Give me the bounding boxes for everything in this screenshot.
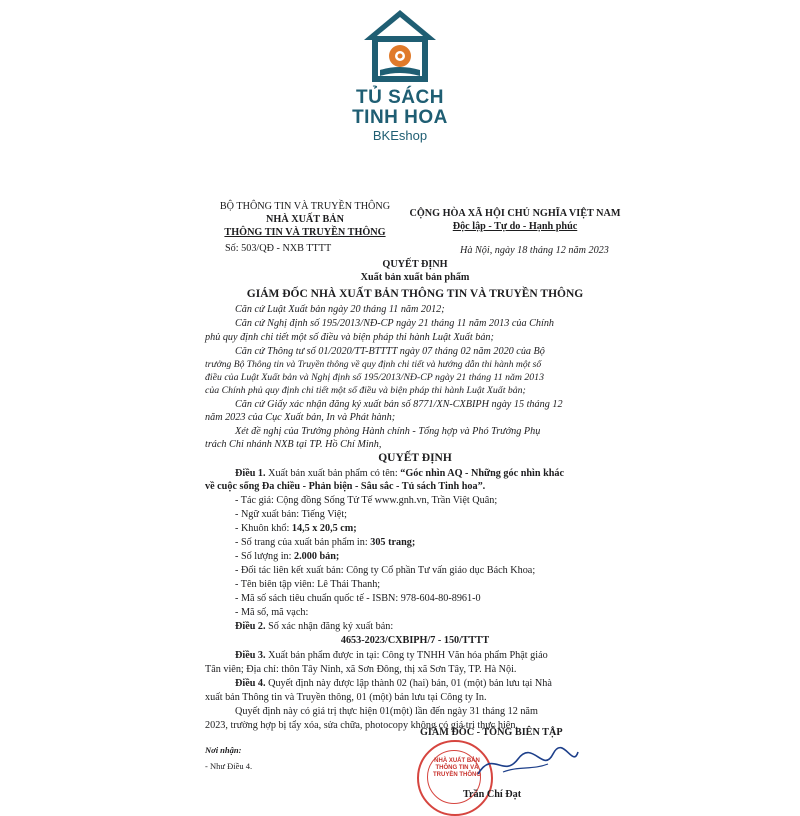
document-subtitle: Xuất bản xuất bản phẩm [360,272,470,283]
item-value: Cộng đồng Sống Tử Tế www.gnh.vn, Trần Việt Quân; [276,495,498,506]
director-heading: GIÁM ĐỐC NHÀ XUẤT BẢN THÔNG TIN VÀ TRUYỀN THÔNG [246,288,584,300]
basis-line: của Chính phủ quy định chi tiết một số điều và biện pháp thi hành Luật Xuất bản; [205,385,526,396]
basis-line: năm 2023 của Cục Xuất bản, In và Phát hành; [205,412,396,423]
registration-number: 4653-2023/CXBIPH/7 - 150/TTTT [340,635,490,646]
item-label: - Đối tác liên kết xuất bản: [235,565,344,576]
list-item [235,522,357,535]
basis-line: Căn cứ Giấy xác nhận đăng ký xuất bản số 8771/XN-CXBIPH ngày 15 tháng 12 [235,399,563,410]
item-label: - Ngữ xuất bản: [235,509,300,520]
list-item [235,508,347,521]
basis-line: Căn cứ Luật Xuất bản ngày 20 tháng 11 năm 2012; [235,304,445,315]
article-4-text2: xuất bản Thông tin và Truyền thông, 01 (một) bản lưu tại Công ty In. [205,692,487,703]
list-item [235,564,535,577]
signature-mark [473,744,583,784]
article-3-text: Xuất bản phẩm được in tại: Công ty TNHH Văn hóa phẩm Phật giáo [268,650,548,661]
item-label: - Khuôn khổ: [235,523,290,534]
item-value: Công ty Cổ phần Tư vấn giáo dục Bách Khoa; [346,565,536,576]
item-value: Lê Thái Thanh; [317,579,381,590]
list-item [235,606,308,619]
item-label: - Số lượng in: [235,551,292,562]
brand-name-line2: TINH HOA [352,107,448,128]
brand-logo [340,8,460,144]
signer-name: Trần Chí Đạt [463,789,522,800]
brand-shop: BKEshop [372,128,428,143]
seal-text: NHÀ XUẤT BẢN THÔNG TIN VÀ TRUYỀN THÔNG [433,758,481,778]
effect-line2: 2023, trường hợp bị tẩy xóa, sửa chữa, photocopy không có giá trị thực hiện. [205,720,518,731]
list-item [235,536,415,549]
article-2-text: Số xác nhận đăng ký xuất bản: [268,621,394,632]
publisher-line2: THÔNG TIN VÀ TRUYỀN THÔNG [224,227,386,238]
item-label: - Mã số, mã vạch: [235,607,309,618]
list-item [235,592,481,605]
house-book-icon [362,8,438,86]
article-4-label: Điều 4. [235,678,266,689]
basis-line: phủ quy định chi tiết một số điều và biện pháp thi hành Luật Xuất bản; [205,332,494,343]
decides-heading: QUYẾT ĐỊNH [378,452,452,464]
basis-line: Căn cứ Thông tư số 01/2020/TT-BTTTT ngày 07 tháng 02 năm 2020 của Bộ [235,346,545,357]
brand-name-line1: TỦ SÁCH [356,87,444,108]
decision-document [205,192,625,812]
article-3 [235,649,548,662]
document-title: QUYẾT ĐỊNH [382,259,448,270]
article-1 [235,467,564,480]
list-item [235,578,380,591]
item-value: 305 trang; [370,537,416,548]
basis-line: điều của Luật Xuất bản và Nghị định số 195/2013/NĐ-CP ngày 21 tháng 11 năm 2013 [205,372,544,383]
signer-title: GIÁM ĐỐC - TỔNG BIÊN TẬP [420,727,563,738]
recipients-label: Nơi nhận: [205,745,242,755]
article-2 [235,620,393,633]
article-2-label: Điều 2. [235,621,266,632]
book-title-line1: “Góc nhìn AQ - Những góc nhìn khác [400,468,565,479]
article-3-text2: Tân viên; Địa chỉ: thôn Tây Ninh, xã Sơn Đông, thị xã Sơn Tây, TP. Hà Nội. [205,664,517,675]
item-label: - Số trang của xuất bản phẩm in: [235,537,368,548]
republic-name: CỘNG HÒA XÃ HỘI CHỦ NGHĨA VIỆT NAM [409,208,621,219]
basis-line: trách Chi nhánh NXB tại TP. Hồ Chí Minh, [205,439,382,450]
recipients-item: - Như Điều 4. [205,761,253,771]
book-title-line2: về cuộc sống Đa chiều - Phản biện - Sâu sắc - Tủ sách Tinh hoa”. [205,481,486,492]
list-item [235,550,339,563]
article-3-label: Điều 3. [235,650,266,661]
basis-line: Căn cứ Nghị định số 195/2013/NĐ-CP ngày 21 tháng 11 năm 2013 của Chính [235,318,555,329]
item-label: - Tác giả: [235,495,274,506]
item-value: 14,5 x 20,5 cm; [291,523,357,534]
document-number: Số: 503/QĐ - NXB TTTT [225,243,332,254]
item-value: 978-604-80-8961-0 [400,593,481,604]
effect-line1: Quyết định này có giá trị thực hiện 01(một) lần đến ngày 31 tháng 12 năm [235,706,538,717]
item-label: - Tên biên tập viên: [235,579,315,590]
basis-line: Xét đề nghị của Trưởng phòng Hành chính - Tổng hợp và Phó Trưởng Phụ [235,426,541,437]
publisher-line1: NHÀ XUẤT BẢN [266,214,344,225]
item-value: 2.000 bản; [294,551,340,562]
article-4-text: Quyết định này được lập thành 02 (hai) bản, 01 (một) bản lưu tại Nhà [268,678,552,689]
article-1-label: Điều 1. [235,468,266,479]
item-value: Tiếng Việt; [301,509,347,520]
ministry-name: BỘ THÔNG TIN VÀ TRUYỀN THÔNG [219,201,391,212]
article-4 [235,677,552,690]
item-label: - Mã số sách tiêu chuẩn quốc tế - ISBN: [235,593,399,604]
basis-line: trưởng Bộ Thông tin và Truyền thông về quy định chi tiết và hướng dẫn thi hành một số [205,359,542,370]
national-motto: Độc lập - Tự do - Hạnh phúc [452,221,578,232]
article-1-text: Xuất bản xuất bản phẩm có tên: [268,468,398,479]
issue-date: Hà Nội, ngày 18 tháng 12 năm 2023 [460,245,609,256]
list-item [235,494,497,507]
